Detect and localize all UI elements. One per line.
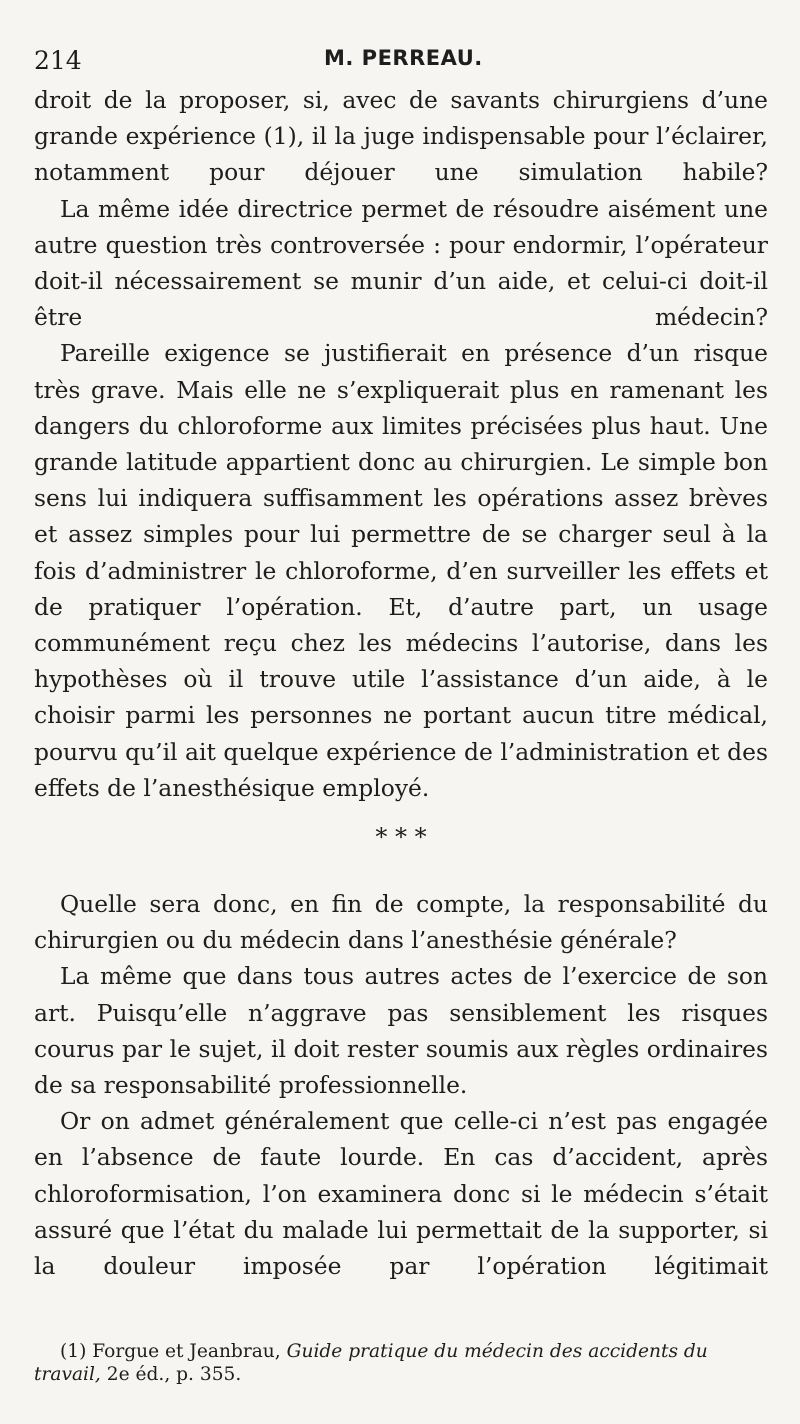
body-text: [34, 82, 768, 1284]
section-separator: [34, 823, 768, 874]
footnote-marker: (1): [60, 1341, 87, 1362]
footnote-title: Guide pratique du médecin des accidents du travail,: [34, 1341, 708, 1385]
separator-asterisks: * * *: [375, 823, 427, 852]
running-title: M. PERREAU.: [324, 46, 483, 70]
paragraph: Quelle sera donc, en fin de compte, la responsabilité du chirurgien ou du médecin dans l’anesthésie générale?: [34, 890, 768, 955]
paragraph: La même que dans tous autres actes de l’exercice de son art. Puisqu’elle n’aggrave pas sensiblement les risques courus par le sujet, il doit rester soumis aux règles ordinaires de sa responsabilité professionnelle.: [34, 962, 768, 1100]
footnote-authors: Forgue et Jeanbrau,: [92, 1341, 281, 1362]
footnotes: [34, 1340, 768, 1386]
paragraph: La même idée directrice permet de résoudre aisément une autre question très controversée : pour endormir, l’opérateur doit-il nécessairement se munir d’un aide, et celui-ci doit-il être médecin?: [34, 194, 768, 332]
page-header: [34, 40, 766, 80]
paragraph: Pareille exigence se justifierait en présence d’un risque très grave. Mais elle ne s’expliquerait plus en ramenant les dangers du chloroforme aux limites précisées plus haut. Une grande latitude appartient donc au chirurgien. Le simple bon sens lui indiquera suffisamment les opérations assez brèves et assez simples pour lui permettre de se charger seul à la fois d’administrer le chloroforme, d’en surveiller les effets et de pratiquer l’opération. Et, d’autre part, un usage communément reçu chez les médecins l’autorise, dans les hypothèses où il trouve utile l’assistance d’un aide, à le choisir parmi les personnes ne portant aucun titre médical, pourvu qu’il ait quelque expérience de l’administration et des effets de l’anesthésique employé.: [34, 339, 768, 802]
paragraph: Or on admet généralement que celle-ci n’est pas engagée en l’absence de faute lourde. En cas d’accident, après chloroformisation, l’on examinera donc si le médecin s’était assuré que l’état du malade lui permettait de la supporter, si la douleur imposée par l’opération légitimait: [34, 1107, 768, 1281]
footnote-edition: 2e éd., p. 355.: [106, 1364, 242, 1385]
footnote: [34, 1340, 768, 1386]
page-number: 214: [34, 46, 82, 75]
paragraph: droit de la proposer, si, avec de savants chirurgiens d’une grande expérience (1), il la juge indispensable pour l’éclairer, notamment pour déjouer une simulation habile?: [34, 86, 768, 187]
